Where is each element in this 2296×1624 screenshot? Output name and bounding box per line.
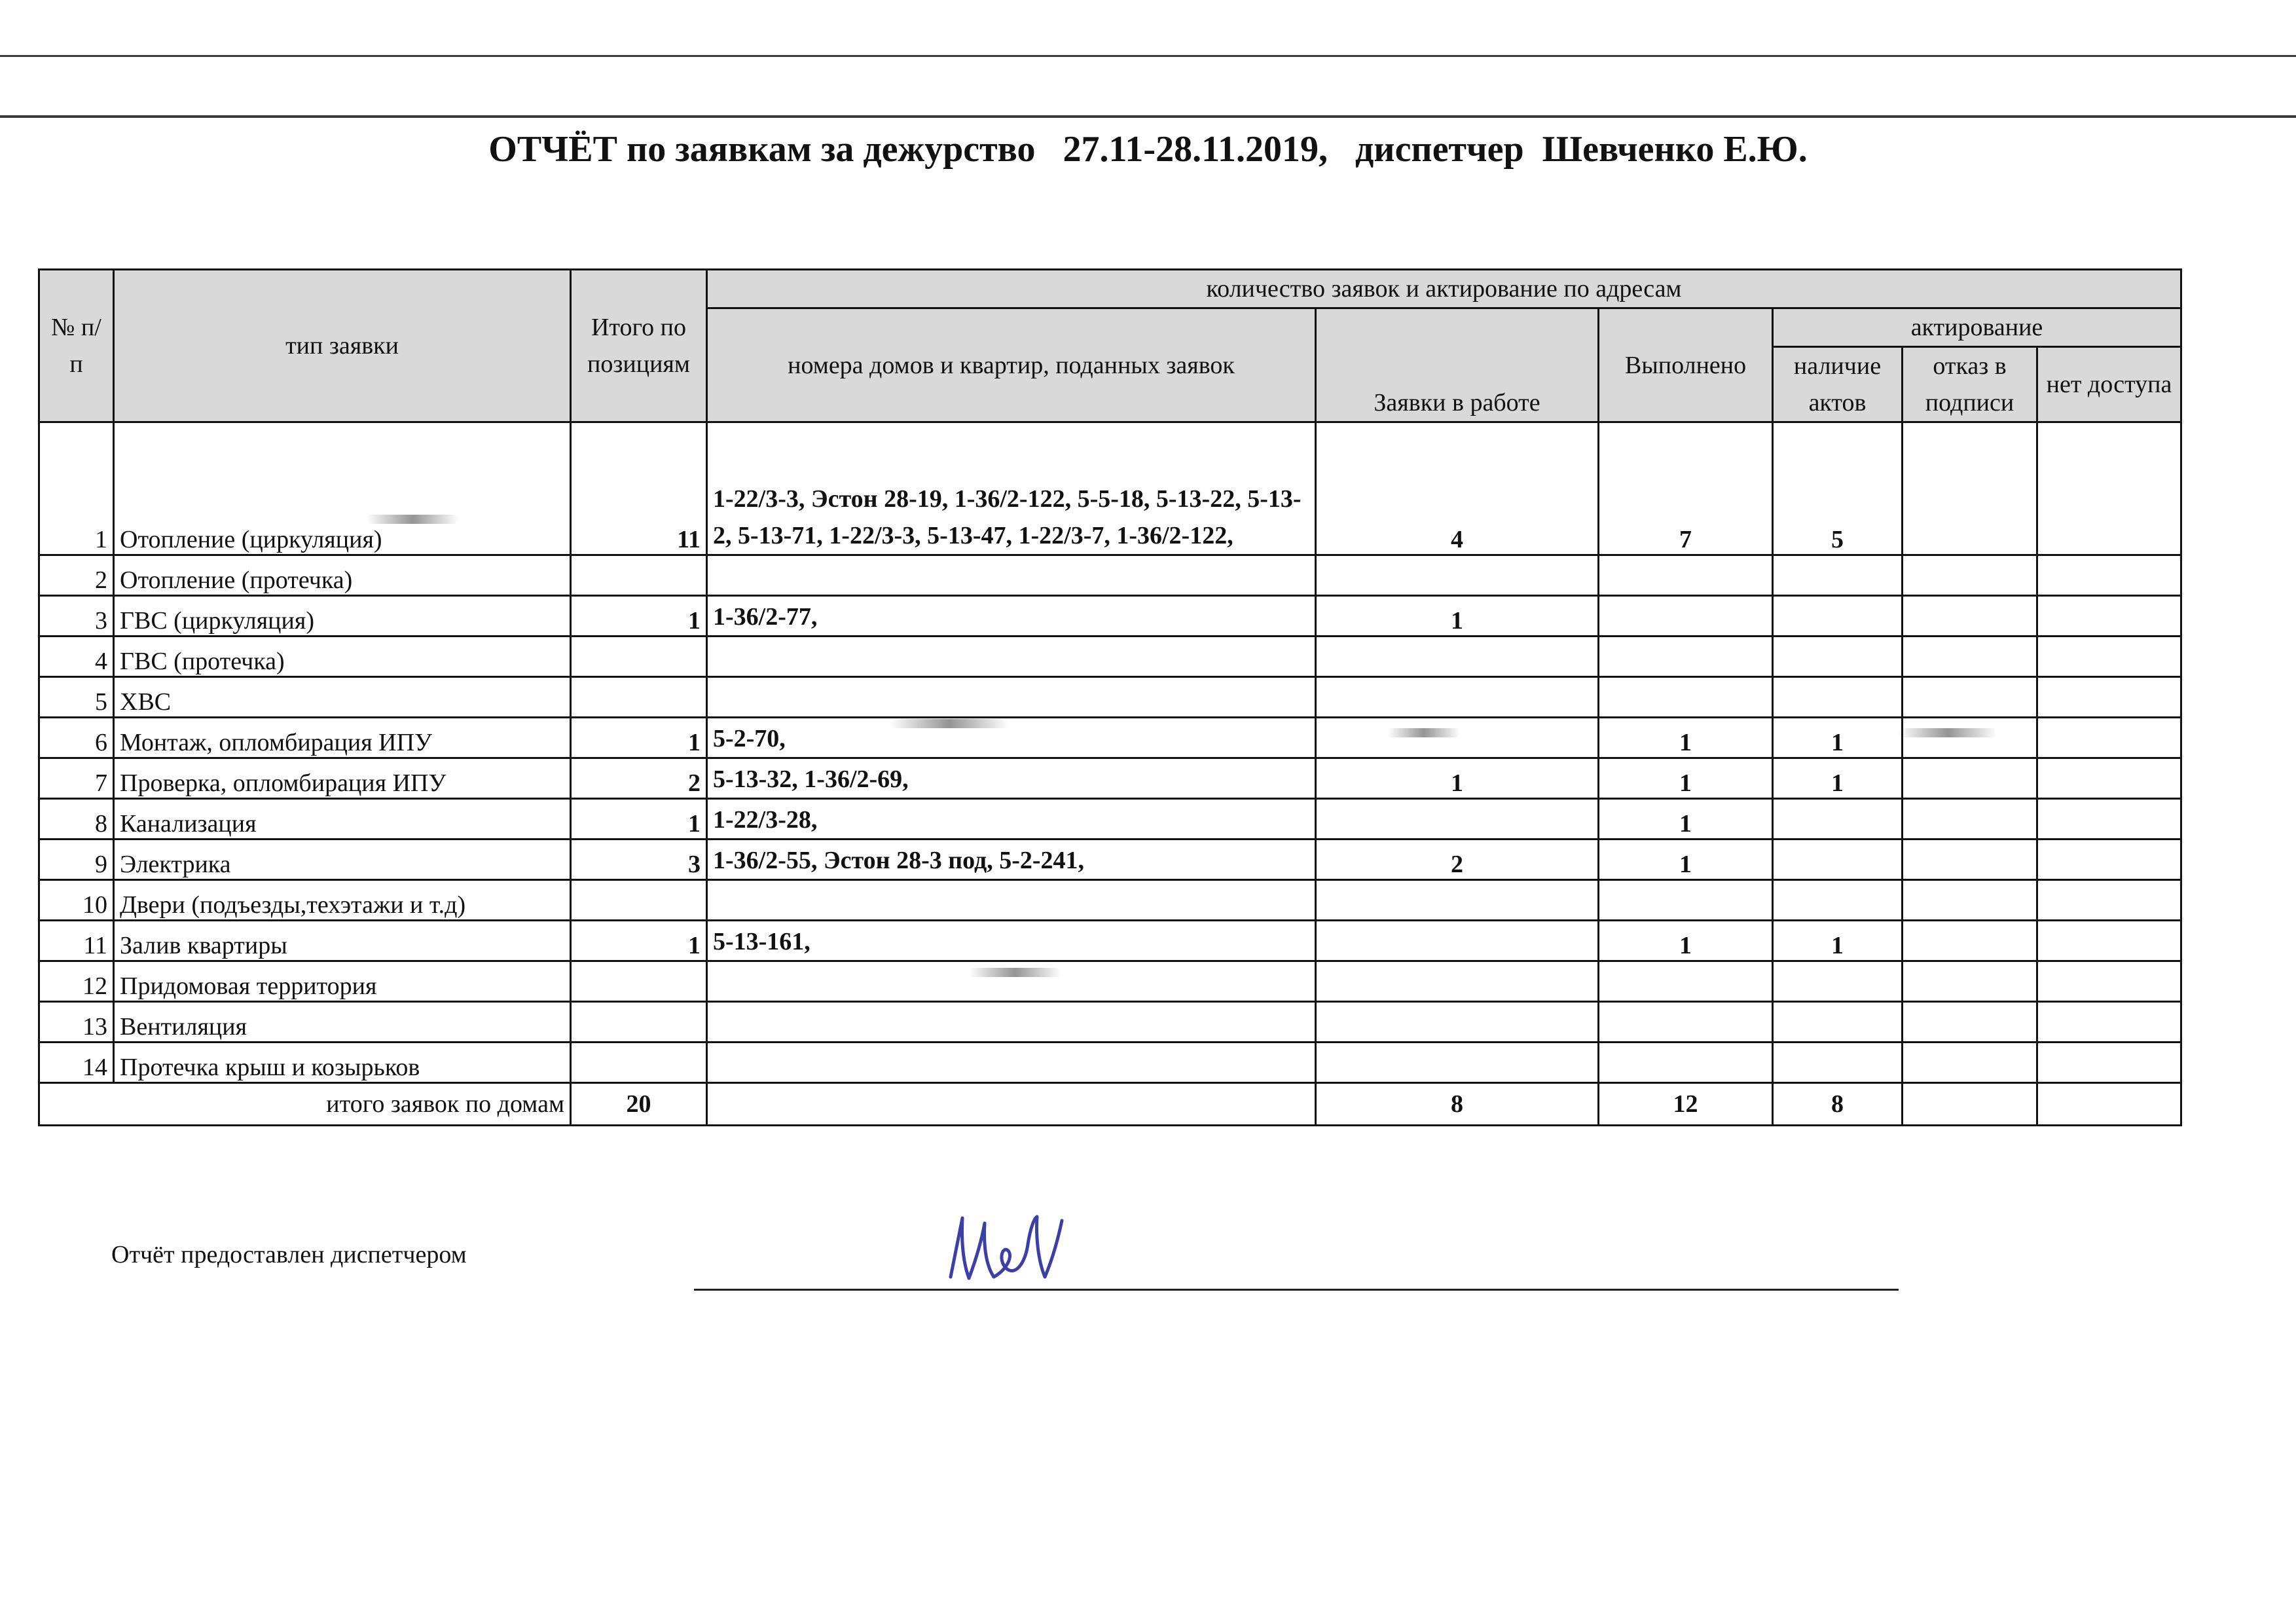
row-total: 1 xyxy=(571,718,707,758)
row-in-work xyxy=(1316,1043,1599,1083)
table-row xyxy=(39,718,2181,758)
row-type: Монтаж, опломбирация ИПУ xyxy=(114,718,571,758)
row-addresses: 5-13-161, xyxy=(707,921,1316,961)
totals-acts: 8 xyxy=(1773,1083,1903,1126)
scan-border-line xyxy=(0,115,2296,118)
row-total: 1 xyxy=(571,596,707,637)
row-addresses xyxy=(707,961,1316,1002)
row-no-access xyxy=(2037,718,2181,758)
header-no-access: нет доступа xyxy=(2037,347,2181,422)
row-type: Проверка, опломбирация ИПУ xyxy=(114,758,571,799)
header-done: Выполнено xyxy=(1599,308,1773,422)
header-type: тип заявки xyxy=(114,270,571,422)
row-done: 1 xyxy=(1599,799,1773,840)
row-num: 10 xyxy=(39,880,114,921)
row-acts xyxy=(1773,637,1903,677)
row-in-work: 2 xyxy=(1316,840,1599,880)
row-num: 2 xyxy=(39,555,114,596)
row-done: 7 xyxy=(1599,422,1773,555)
row-refused xyxy=(1903,799,2037,840)
row-no-access xyxy=(2037,555,2181,596)
row-acts xyxy=(1773,840,1903,880)
row-refused xyxy=(1903,422,2037,555)
row-total xyxy=(571,637,707,677)
table-row xyxy=(39,880,2181,921)
row-num: 11 xyxy=(39,921,114,961)
row-no-access xyxy=(2037,840,2181,880)
row-addresses xyxy=(707,880,1316,921)
row-total: 11 xyxy=(571,422,707,555)
row-addresses xyxy=(707,1002,1316,1043)
row-done xyxy=(1599,637,1773,677)
row-acts xyxy=(1773,880,1903,921)
totals-refused xyxy=(1903,1083,2037,1126)
footer-text: Отчёт предоставлен диспетчером xyxy=(111,1241,467,1268)
row-acts: 1 xyxy=(1773,718,1903,758)
row-num: 5 xyxy=(39,677,114,718)
row-no-access xyxy=(2037,1002,2181,1043)
row-total: 3 xyxy=(571,840,707,880)
signature-line xyxy=(694,1289,1899,1291)
row-acts: 1 xyxy=(1773,758,1903,799)
row-refused xyxy=(1903,637,2037,677)
row-done xyxy=(1599,1043,1773,1083)
row-refused xyxy=(1903,555,2037,596)
row-in-work xyxy=(1316,1002,1599,1043)
row-addresses: 1-22/3-28, xyxy=(707,799,1316,840)
row-acts xyxy=(1773,555,1903,596)
row-done xyxy=(1599,1002,1773,1043)
row-num: 12 xyxy=(39,961,114,1002)
table-row xyxy=(39,555,2181,596)
row-done: 1 xyxy=(1599,718,1773,758)
row-no-access xyxy=(2037,637,2181,677)
table-row xyxy=(39,677,2181,718)
table-row xyxy=(39,840,2181,880)
row-total xyxy=(571,961,707,1002)
row-refused xyxy=(1903,1002,2037,1043)
totals-addr xyxy=(707,1083,1316,1126)
row-in-work xyxy=(1316,799,1599,840)
row-acts xyxy=(1773,596,1903,637)
header-addresses: номера домов и квартир, поданных заявок xyxy=(707,308,1316,422)
row-type: Двери (подъезды,техэтажи и т.д) xyxy=(114,880,571,921)
row-refused xyxy=(1903,758,2037,799)
totals-done: 12 xyxy=(1599,1083,1773,1126)
row-done xyxy=(1599,555,1773,596)
table-row xyxy=(39,921,2181,961)
table-row xyxy=(39,799,2181,840)
row-no-access xyxy=(2037,921,2181,961)
row-type: Протечка крыш и козырьков xyxy=(114,1043,571,1083)
row-type: ХВС xyxy=(114,677,571,718)
totals-no-access xyxy=(2037,1083,2181,1126)
totals-total: 20 xyxy=(571,1083,707,1126)
table-row xyxy=(39,637,2181,677)
row-num: 13 xyxy=(39,1002,114,1043)
row-total xyxy=(571,880,707,921)
header-total: Итого по позициям xyxy=(571,270,707,422)
row-refused xyxy=(1903,840,2037,880)
row-done: 1 xyxy=(1599,758,1773,799)
row-type: ГВС (протечка) xyxy=(114,637,571,677)
row-type: Вентиляция xyxy=(114,1002,571,1043)
report-title: ОТЧЁТ по заявкам за дежурство 27.11-28.11.2019, диспетчер Шевченко Е.Ю. xyxy=(488,129,1808,170)
table-row xyxy=(39,758,2181,799)
row-num: 3 xyxy=(39,596,114,637)
header-acts-group: актирование xyxy=(1773,308,2181,347)
row-in-work xyxy=(1316,555,1599,596)
row-acts xyxy=(1773,799,1903,840)
row-in-work: 4 xyxy=(1316,422,1599,555)
row-done: 1 xyxy=(1599,921,1773,961)
row-addresses: 1-22/3-3, Эстон 28-19, 1-36/2-122, 5-5-18, 5-13-22, 5-13-2, 5-13-71, 1-22/3-3, 5-13-47, 1-22/3-7, 1-36/2-122, xyxy=(707,422,1316,555)
row-addresses xyxy=(707,637,1316,677)
row-num: 1 xyxy=(39,422,114,555)
row-acts xyxy=(1773,961,1903,1002)
row-addresses: 5-2-70, xyxy=(707,718,1316,758)
row-in-work xyxy=(1316,880,1599,921)
table-row xyxy=(39,961,2181,1002)
header-refused: отказ в подписи xyxy=(1903,347,2037,422)
row-in-work xyxy=(1316,718,1599,758)
row-done xyxy=(1599,677,1773,718)
row-total: 2 xyxy=(571,758,707,799)
header-acts: наличие актов xyxy=(1773,347,1903,422)
row-no-access xyxy=(2037,677,2181,718)
row-acts xyxy=(1773,1002,1903,1043)
row-in-work: 1 xyxy=(1316,596,1599,637)
row-acts xyxy=(1773,677,1903,718)
row-num: 9 xyxy=(39,840,114,880)
row-addresses: 1-36/2-77, xyxy=(707,596,1316,637)
row-total: 1 xyxy=(571,799,707,840)
row-no-access xyxy=(2037,758,2181,799)
row-no-access xyxy=(2037,422,2181,555)
row-addresses xyxy=(707,677,1316,718)
row-refused xyxy=(1903,880,2037,921)
row-refused xyxy=(1903,718,2037,758)
row-type: Залив квартиры xyxy=(114,921,571,961)
row-no-access xyxy=(2037,596,2181,637)
row-acts: 5 xyxy=(1773,422,1903,555)
row-refused xyxy=(1903,1043,2037,1083)
row-done xyxy=(1599,961,1773,1002)
row-addresses xyxy=(707,555,1316,596)
row-num: 6 xyxy=(39,718,114,758)
row-no-access xyxy=(2037,1043,2181,1083)
table-row xyxy=(39,422,2181,555)
row-type: Отопление (протечка) xyxy=(114,555,571,596)
row-addresses: 5-13-32, 1-36/2-69, xyxy=(707,758,1316,799)
header-num: № п/п xyxy=(39,270,114,422)
row-addresses: 1-36/2-55, Эстон 28-3 под, 5-2-241, xyxy=(707,840,1316,880)
row-type: Отопление (циркуляция) xyxy=(114,422,571,555)
row-addresses xyxy=(707,1043,1316,1083)
report-table xyxy=(38,268,2182,1126)
signature xyxy=(943,1205,1080,1290)
row-refused xyxy=(1903,677,2037,718)
header-in-work: Заявки в работе xyxy=(1316,308,1599,422)
row-type: Придомовая территория xyxy=(114,961,571,1002)
row-no-access xyxy=(2037,961,2181,1002)
row-num: 4 xyxy=(39,637,114,677)
row-in-work: 1 xyxy=(1316,758,1599,799)
row-done: 1 xyxy=(1599,840,1773,880)
row-total xyxy=(571,1002,707,1043)
row-in-work xyxy=(1316,961,1599,1002)
row-in-work xyxy=(1316,677,1599,718)
row-refused xyxy=(1903,921,2037,961)
row-type: Электрика xyxy=(114,840,571,880)
totals-label: итого заявок по домам xyxy=(39,1083,571,1126)
row-num: 7 xyxy=(39,758,114,799)
row-type: Канализация xyxy=(114,799,571,840)
row-done xyxy=(1599,880,1773,921)
row-done xyxy=(1599,596,1773,637)
table-row xyxy=(39,1002,2181,1043)
row-no-access xyxy=(2037,799,2181,840)
row-num: 8 xyxy=(39,799,114,840)
row-in-work xyxy=(1316,921,1599,961)
row-refused xyxy=(1903,596,2037,637)
row-acts: 1 xyxy=(1773,921,1903,961)
row-type: ГВС (циркуляция) xyxy=(114,596,571,637)
table-row xyxy=(39,1043,2181,1083)
row-total xyxy=(571,555,707,596)
row-refused xyxy=(1903,961,2037,1002)
row-num: 14 xyxy=(39,1043,114,1083)
row-in-work xyxy=(1316,637,1599,677)
totals-in-work: 8 xyxy=(1316,1083,1599,1126)
table-row xyxy=(39,596,2181,637)
row-acts xyxy=(1773,1043,1903,1083)
row-no-access xyxy=(2037,880,2181,921)
header-group: количество заявок и актирование по адресам xyxy=(707,270,2181,308)
scan-border-line xyxy=(0,55,2296,57)
row-total: 1 xyxy=(571,921,707,961)
row-total xyxy=(571,1043,707,1083)
row-total xyxy=(571,677,707,718)
